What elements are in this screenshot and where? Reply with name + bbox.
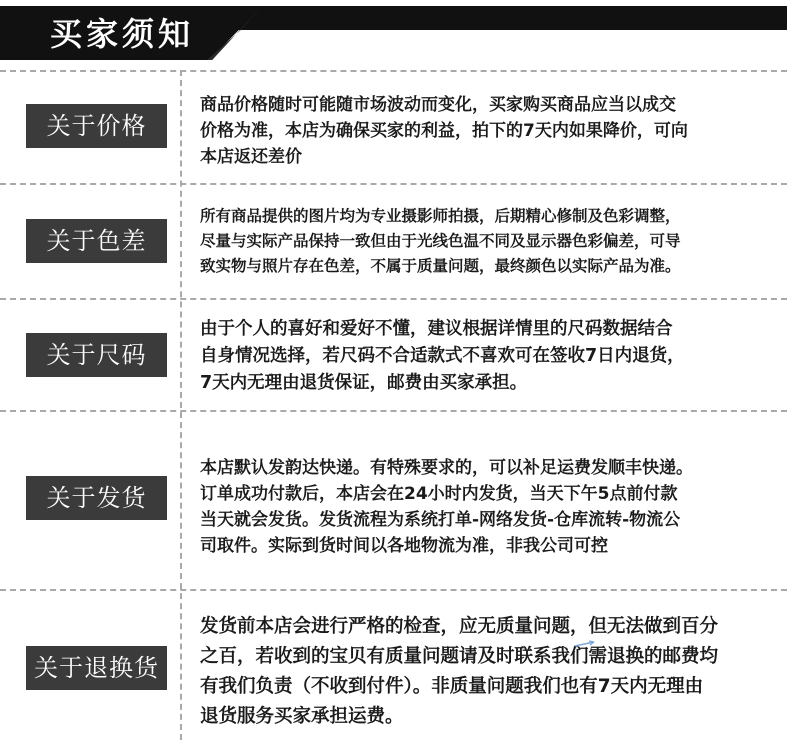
section-text-shipping: 本店默认发韵达快递。有特殊要求的，可以补足运费发顺丰快递。 订单成功付款后，本店会在24小时内发货，当天下午5点前付款 当天就会发货。发货流程为系统打单-网络发货-仓库流转-物流公 司取件。实际到货时间以各地物流为准，非我公司可控 <box>200 458 693 556</box>
section-text-price: 商品价格随时可能随市场波动而变化，买家购买商品应当以成交 价格为准，本店为确保买家的利益，拍下的7天内如果降价，可向 本店返还差价 <box>200 95 688 167</box>
section-text-size: 由于个人的喜好和爱好不懂，建议根据详情里的尺码数据结合 自身情况选择，若尺码不合适款式不喜欢可在签收7日内退货， 7天内无理由退货保证，邮费由买家承担。 <box>200 319 685 393</box>
divider-2 <box>0 298 787 300</box>
section-label-price: 关于价格 <box>26 104 167 148</box>
section-text-returns: 发货前本店会进行严格的检查，应无质量问题，但无法做到百分 之百，若收到的宝贝有质量问题请及时联系我们需退换的邮费均 有我们负责（不收到付件）。非质量问题我们也有7天内无理由 退货服务买家承担运费。 <box>200 616 719 727</box>
page-title: 买家须知 <box>50 15 195 53</box>
section-label-shipping: 关于发货 <box>26 476 167 520</box>
section-text-color: 所有商品提供的图片均为专业摄影师拍摄，后期精心修制及色彩调整， 尽量与实际产品保持一致但由于光线色温不同及显示器色彩偏差，可导 致实物与照片存在色差，不属于质量问题，最终颜色以实际产品为准。 <box>200 207 681 275</box>
divider-3 <box>0 410 787 412</box>
section-label-size: 关于尺码 <box>26 333 167 377</box>
divider-4 <box>0 589 787 591</box>
column-divider <box>180 70 182 740</box>
divider-top <box>0 70 787 72</box>
section-label-color: 关于色差 <box>26 219 167 263</box>
divider-1 <box>0 183 787 185</box>
page-header <box>0 0 787 62</box>
section-label-returns: 关于退换货 <box>26 646 167 690</box>
watermark-arrow-icon <box>574 640 598 648</box>
